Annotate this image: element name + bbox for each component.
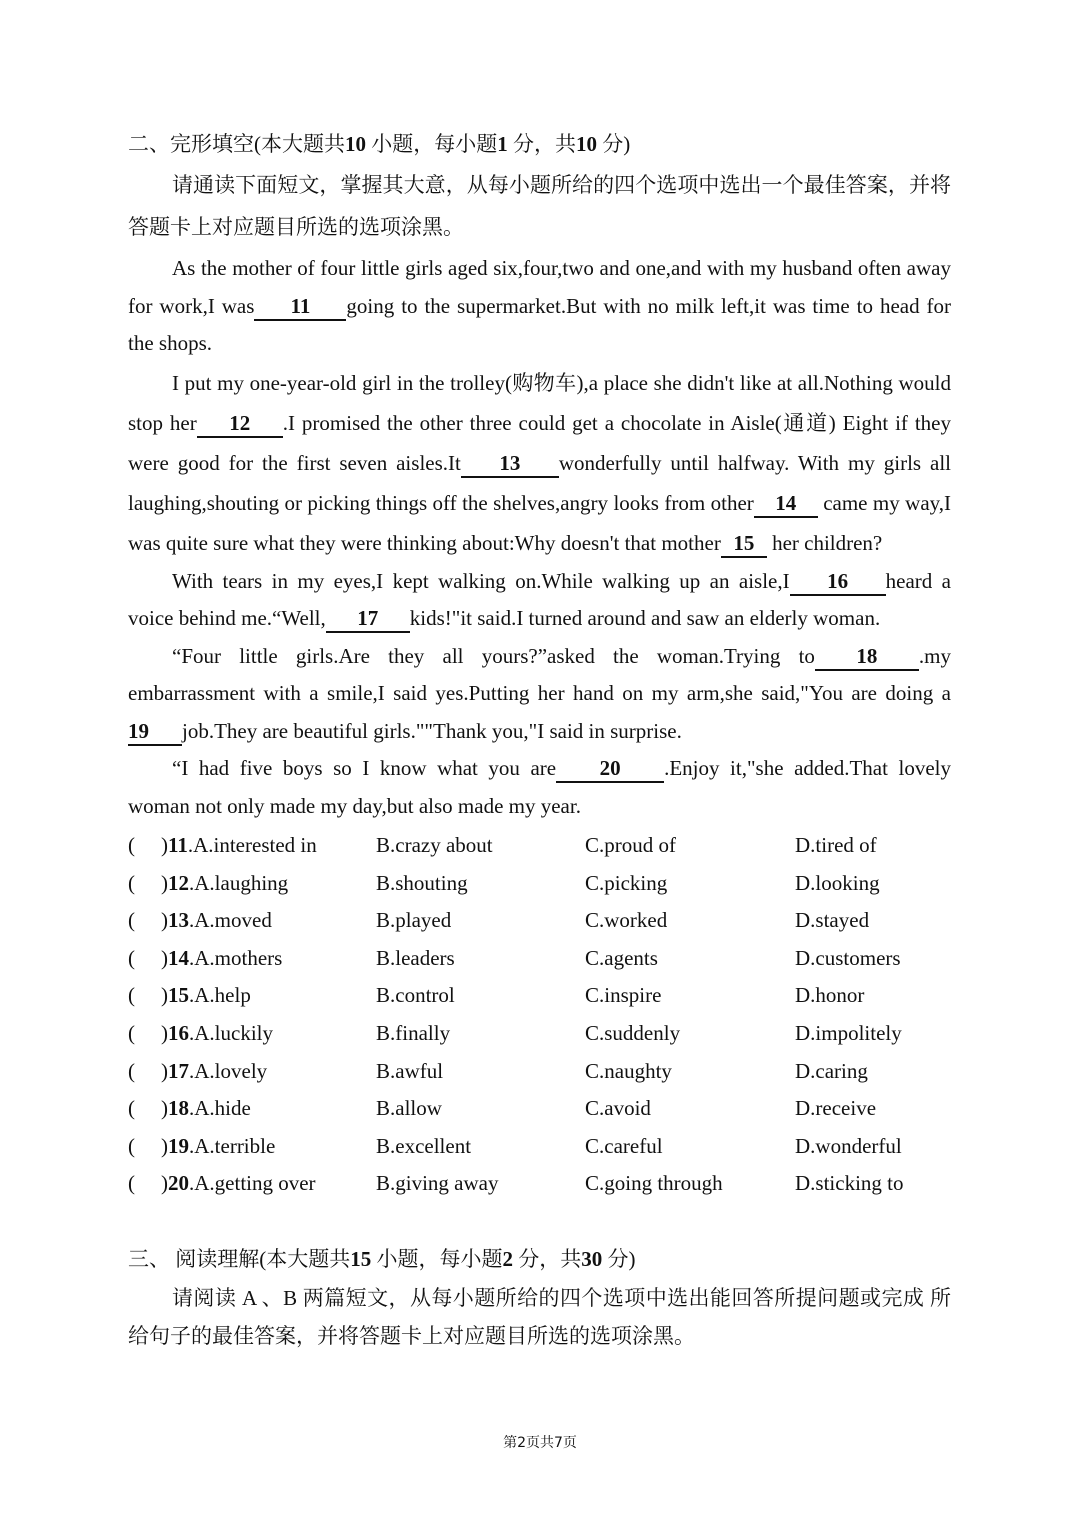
section2-instruction: 请通读下面短文，掌握其大意，从每小题所给的四个选项中选出一个最佳答案，并将答题卡上对应题目所选的选项涂黑。: [128, 173, 951, 239]
option-a-text: .A.mothers: [189, 945, 283, 970]
option-a-text: .A.moved: [189, 908, 272, 933]
option-b: B.awful: [376, 1058, 444, 1083]
heading-number: 30: [581, 1246, 603, 1271]
passage-text: job.They are beautiful girls.""Thank you,"I said in surprise.: [182, 718, 682, 743]
heading-number: 15: [350, 1246, 372, 1271]
answer-paren: [128, 827, 168, 865]
heading-number: 10: [345, 132, 366, 156]
option-c: C.inspire: [585, 983, 662, 1008]
option-d: D.impolitely: [795, 1020, 902, 1045]
exam-page: [128, 124, 951, 1355]
passage-text: her children?: [772, 530, 883, 555]
passage-text: .Enjoy it,"she added.That lovely woman not only made my day,but also made my year.: [128, 756, 951, 818]
passage-text: .my embarrassment with a smile,I said yes.Putting her hand on my arm,she said,"You are doing a: [128, 643, 951, 705]
paren-close: ): [161, 908, 168, 933]
heading-text: 二、完形填空(本大题共: [128, 132, 345, 156]
option-a-text: .A.getting over: [189, 1171, 316, 1196]
option-d: D.receive: [795, 1096, 877, 1121]
blank-13: 13: [461, 450, 559, 478]
heading-text: 分): [607, 1246, 636, 1271]
passage-text: came my way,I was quite sure what they were thinking about:Why doesn't that mother: [128, 490, 952, 555]
option-row: [128, 1053, 951, 1091]
option-d: D.honor: [795, 983, 865, 1008]
option-a-text: .A.lovely: [189, 1058, 268, 1083]
option-a: [128, 977, 376, 1015]
option-a: [128, 1128, 376, 1166]
paren-close: ): [161, 870, 168, 895]
question-number: 15: [168, 983, 189, 1008]
heading-number: 10: [576, 132, 597, 156]
blank-17: 17: [326, 605, 410, 633]
heading-text: 分，共: [518, 1246, 582, 1271]
option-a: [128, 1090, 376, 1128]
option-a-text: .A.luckily: [189, 1020, 273, 1045]
passage-paragraph-1: [128, 250, 951, 363]
passage-paragraph-2: [128, 363, 951, 563]
blank-19: 19: [128, 718, 182, 746]
blank-15: 15: [721, 530, 767, 558]
question-number: 11: [168, 833, 188, 857]
option-a: [128, 1015, 376, 1053]
option-row: [128, 940, 951, 978]
passage-paragraph-3: [128, 563, 951, 638]
option-b: B.played: [376, 908, 452, 933]
paren-open: (: [128, 1096, 135, 1121]
option-d: D.sticking to: [795, 1171, 904, 1196]
blank-16: 16: [790, 568, 886, 596]
option-a-text: .A.interested in: [187, 833, 317, 857]
paren-close: ): [161, 1058, 168, 1083]
option-b: B.shouting: [376, 870, 468, 895]
paren-open: (: [128, 833, 135, 857]
passage-text: heard a voice behind me.“Well,: [128, 568, 951, 630]
question-number: 16: [168, 1020, 189, 1045]
option-a: [128, 865, 376, 903]
option-d: D.stayed: [795, 908, 870, 933]
option-a-text: .A.laughing: [189, 870, 289, 895]
paren-open: (: [128, 1058, 135, 1083]
blank-14: 14: [754, 490, 818, 518]
paren-close: ): [161, 833, 168, 857]
paren-close: ): [161, 983, 168, 1008]
paren-open: (: [128, 983, 135, 1008]
question-number: 19: [168, 1133, 189, 1158]
option-row: [128, 977, 951, 1015]
option-row: [128, 1090, 951, 1128]
option-a: [128, 1053, 376, 1091]
paren-close: ): [161, 1171, 168, 1196]
passage-text: As the mother of four little girls aged six,four,two and one,and with my husband often away for work,I was: [128, 256, 951, 318]
paren-close: ): [161, 945, 168, 970]
option-a-text: .A.help: [189, 983, 251, 1008]
option-c: C.suddenly: [585, 1020, 681, 1045]
passage-text: With tears in my eyes,I kept walking on.While walking up an aisle,I: [172, 568, 790, 593]
passage-text: I put my one-year-old girl in the trolley(购物车),a place she didn't like at all.Nothing would stop her: [128, 370, 951, 435]
paren-open: (: [128, 908, 135, 933]
blank-11: 11: [254, 293, 346, 321]
paren-open: (: [128, 870, 135, 895]
option-b: B.leaders: [376, 945, 455, 970]
option-d: D.caring: [795, 1058, 868, 1083]
option-row: [128, 902, 951, 940]
option-row: [128, 827, 951, 865]
answer-paren: [128, 1090, 168, 1128]
answer-paren: [128, 1165, 168, 1203]
paren-close: ): [161, 1096, 168, 1121]
option-c: C.naughty: [585, 1058, 672, 1083]
option-d: D.tired of: [795, 833, 877, 857]
answer-paren: [128, 977, 168, 1015]
passage-text: “Four little girls.Are they all yours?”asked the woman.Trying to: [172, 643, 815, 668]
answer-paren: [128, 1128, 168, 1166]
question-number: 18: [168, 1096, 189, 1121]
option-b: B.excellent: [376, 1133, 472, 1158]
heading-text: 小题，每小题: [376, 1246, 503, 1271]
section3-instruction: 请阅读 A 、B 两篇短文，从每小题所给的四个选项中选出能回答所提问题或完成 所给句子的最佳答案，并将答题卡上对应题目所选的选项涂黑。: [128, 1285, 951, 1348]
heading-text: 三、 阅读理解(本大题共: [128, 1246, 351, 1271]
option-c: C.proud of: [585, 833, 676, 857]
option-b: B.crazy about: [376, 833, 493, 857]
option-c: C.avoid: [585, 1096, 651, 1121]
paren-open: (: [128, 945, 135, 970]
option-b: B.finally: [376, 1020, 451, 1045]
question-number: 17: [168, 1058, 189, 1083]
option-a-text: .A.terrible: [189, 1133, 276, 1158]
option-b: B.giving away: [376, 1171, 499, 1196]
blank-20: 20: [556, 755, 664, 783]
option-a: [128, 940, 376, 978]
passage-paragraph-4: [128, 638, 951, 751]
passage-text: kids!"it said.I turned around and saw an elderly woman.: [409, 606, 881, 630]
heading-text: 分): [602, 132, 631, 156]
passage-text: going to the supermarket.But with no milk left,it was time to head for the shops.: [128, 293, 952, 355]
question-number: 14: [168, 945, 189, 970]
option-c: C.picking: [585, 870, 668, 895]
option-a: [128, 902, 376, 940]
heading-text: 小题，每小题: [371, 132, 498, 156]
option-a-text: .A.hide: [189, 1096, 251, 1121]
heading-text: 分，共: [513, 132, 576, 156]
answer-paren: [128, 1015, 168, 1053]
question-number: 20: [168, 1171, 189, 1196]
passage-text: wonderfully until halfway. With my girls all laughing,shouting or picking things off the shelves,angry looks from other: [128, 450, 951, 515]
option-row: [128, 1128, 951, 1166]
option-d: D.looking: [795, 870, 880, 895]
paren-close: ): [161, 1020, 168, 1045]
paren-open: (: [128, 1020, 135, 1045]
option-b: B.control: [376, 983, 455, 1008]
heading-number: 1: [497, 132, 508, 156]
heading-number: 2: [502, 1246, 513, 1271]
blank-18: 18: [815, 643, 919, 671]
answer-paren: [128, 865, 168, 903]
paren-open: (: [128, 1171, 135, 1196]
option-row: [128, 1015, 951, 1053]
passage-paragraph-5: [128, 750, 951, 825]
option-c: C.careful: [585, 1133, 663, 1158]
option-c: C.going through: [585, 1171, 723, 1196]
option-d: D.customers: [795, 945, 901, 970]
blank-12: 12: [197, 410, 283, 438]
option-a: [128, 827, 376, 865]
question-number: 13: [168, 908, 189, 933]
page-footer: 第2页共7页: [503, 1435, 577, 1451]
option-c: C.worked: [585, 908, 668, 933]
options-list: [128, 827, 951, 1203]
option-c: C.agents: [585, 945, 658, 970]
option-d: D.wonderful: [795, 1133, 902, 1158]
question-number: 12: [168, 870, 189, 895]
paren-open: (: [128, 1133, 135, 1158]
section2-heading: [128, 124, 951, 164]
paren-close: ): [161, 1133, 168, 1158]
section3-heading: [128, 1239, 951, 1279]
answer-paren: [128, 940, 168, 978]
answer-paren: [128, 1053, 168, 1091]
passage-text: .I promised the other three could get a chocolate in Aisle(通道) Eight if they were good for the first seven aisles.It: [128, 410, 951, 475]
option-a: [128, 1165, 376, 1203]
option-row: [128, 1165, 951, 1203]
answer-paren: [128, 902, 168, 940]
option-row: [128, 865, 951, 903]
option-b: B.allow: [376, 1096, 442, 1121]
passage-text: “I had five boys so I know what you are: [172, 756, 557, 780]
